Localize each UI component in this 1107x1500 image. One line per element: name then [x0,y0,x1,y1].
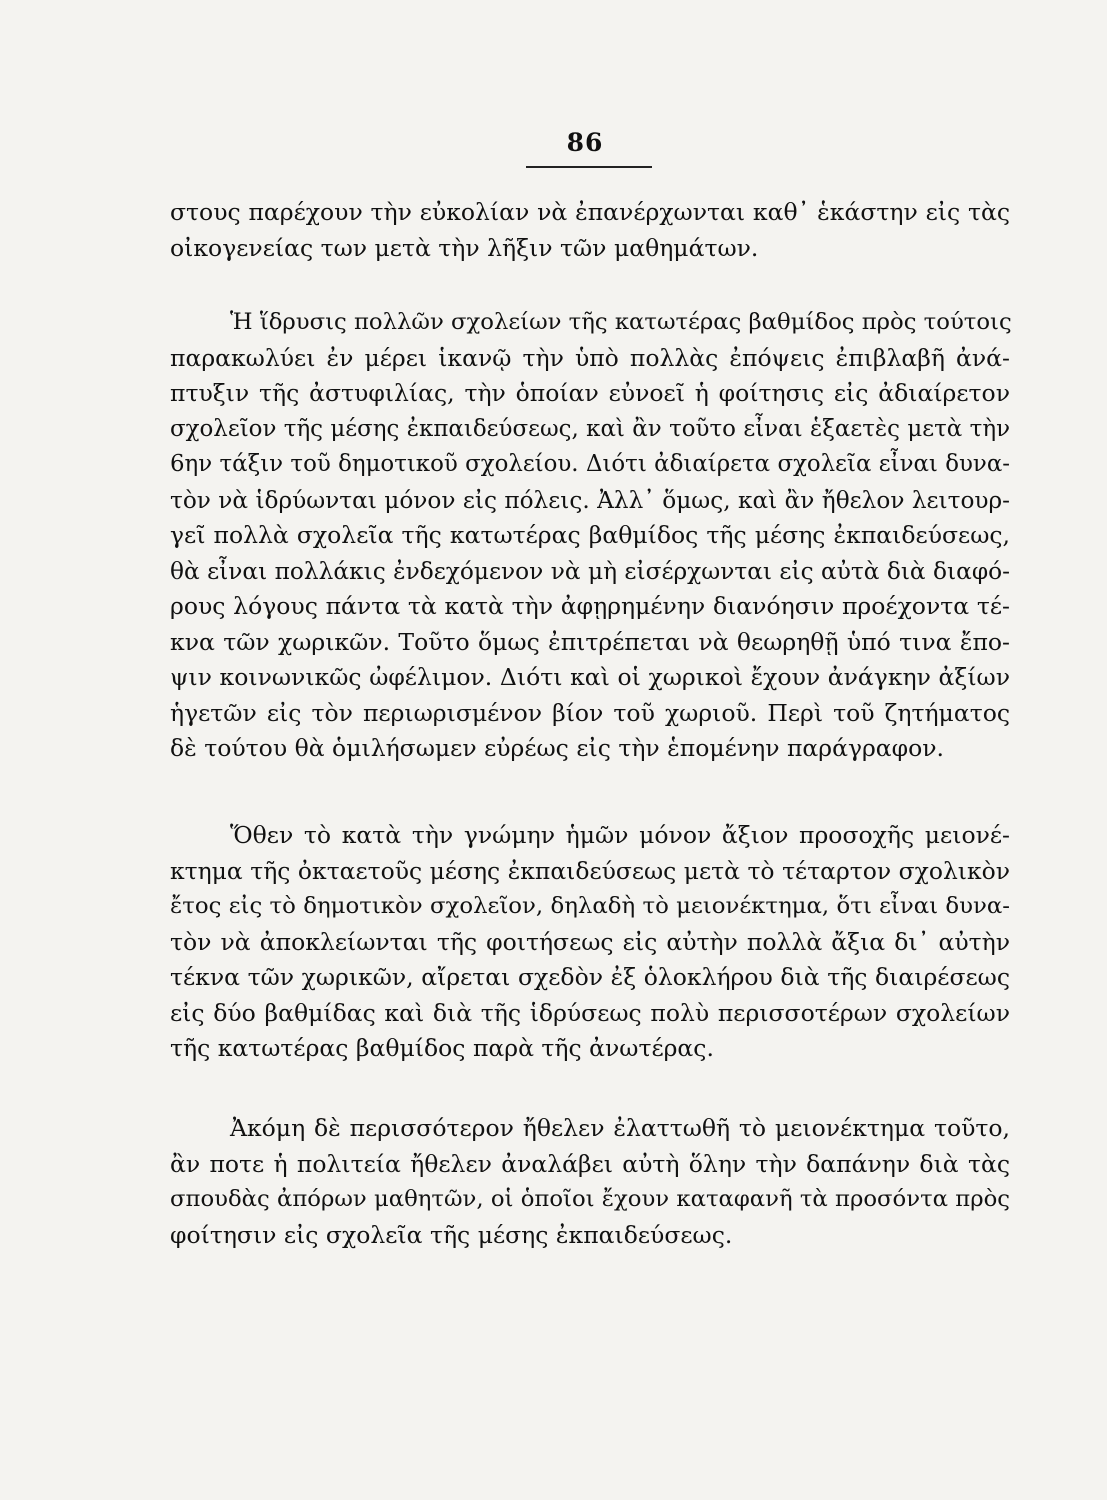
text-line: γεῖ πολλὰ σχολεῖα τῆς κατωτέρας βαθμίδος τῆς μέσης ἐκπαιδεύσεως, [170,521,1010,549]
text-line: κνα τῶν χωρικῶν. Τοῦτο ὅμως ἐπιτρέπεται νὰ θεωρηθῇ ὑπό τινα ἔπο- [170,627,1010,656]
text-line: ψιν κοινωνικῶς ὠφέλιμον. Διότι καὶ οἱ χωρικοὶ ἔχουν ἀνάγκην ἀξίων [170,663,1010,691]
text-line: παρακωλύει ἐν μέρει ἱκανῷ τὴν ὑπὸ πολλὰς ἐπόψεις ἐπιβλαβῆ ἀνά- [170,343,1010,372]
text-line: ἂν ποτε ἡ πολιτεία ἤθελεν ἀναλάβει αὐτὴ ὅλην τὴν δαπάνην διὰ τὰς [170,1149,1010,1178]
paragraph-3 [170,1111,1010,1253]
text-line: Ἡ ἵδρυσις πολλῶν σχολείων τῆς κατωτέρας βαθμίδος πρὸς τούτοις [230,309,1012,335]
text-line: οἰκογενείας των μετὰ τὴν λῆξιν τῶν μαθημάτων. [170,233,759,262]
text-line: τὸν νὰ ἀποκλείωνται τῆς φοιτήσεως εἰς αὐτὴν πολλὰ ἄξια δι᾽ αὐτὴν [170,927,1010,956]
page-number: 86 [566,128,604,157]
text-line: τὸν νὰ ἱδρύωνται μόνον εἰς πόλεις. Ἀλλ᾽ ὅμως, καὶ ἂν ἤθελον λειτουρ- [170,486,1010,514]
paragraph-continuation [170,195,1010,266]
text-line: Ὅθεν τὸ κατὰ τὴν γνώμην ἡμῶν μόνον ἄξιον προσοχῆς μειονέ- [230,821,1010,849]
text-line: πτυξιν τῆς ἀστυφιλίας, τὴν ὁποίαν εὐνοεῖ ἡ φοίτησις εἰς ἀδιαίρετον [170,379,1010,407]
text-line: θὰ εἶναι πολλάκις ἐνδεχόμενον νὰ μὴ εἰσέρχωνται εἰς αὐτὰ διὰ διαφό- [170,557,1010,585]
text-line: εἰς δύο βαθμίδας καὶ διὰ τῆς ἱδρύσεως πολὺ περισσοτέρων σχολείων [170,998,1010,1027]
text-line: 6ην τάξιν τοῦ δημοτικοῦ σχολείου. Διότι ἀδιαίρετα σχολεῖα εἶναι δυνα- [170,451,1010,477]
text-line: στους παρέχουν τὴν εὐκολίαν νὰ ἐπανέρχωνται καθ᾽ ἑκάστην εἰς τὰς [170,198,1010,226]
text-line: σπουδὰς ἀπόρων μαθητῶν, οἱ ὁποῖοι ἔχουν καταφανῆ τὰ προσόντα πρὸς [170,1186,1010,1212]
text-line: Ἀκόμη δὲ περισσότερον ἤθελεν ἐλαττωθῆ τὸ μειονέκτημα τοῦτο, [230,1114,1010,1142]
text-line: ἔτος εἰς τὸ δημοτικὸν σχολεῖον, δηλαδὴ τὸ μειονέκτημα, ὅτι εἶναι δυνα- [170,893,1010,919]
text-line: φοίτησιν εἰς σχολεῖα τῆς μέσης ἐκπαιδεύσεως. [170,1220,733,1249]
text-line: δὲ τούτου θὰ ὁμιλήσωμεν εὐρέως εἰς τὴν ἑπομένην παράγραφον. [170,734,945,762]
text-line: τέκνα τῶν χωρικῶν, αἴρεται σχεδὸν ἐξ ὁλοκλήρου διὰ τῆς διαιρέσεως [170,963,1010,991]
page-number-rule [526,166,652,168]
text-line: κτημα τῆς ὀκταετοῦς μέσης ἐκπαιδεύσεως μετὰ τὸ τέταρτον σχολικὸν [170,856,1010,885]
text-line: ἡγετῶν εἰς τὸν περιωρισμένον βίον τοῦ χωριοῦ. Περὶ τοῦ ζητήματος [170,698,1010,727]
text-line: ρους λόγους πάντα τὰ κατὰ τὴν ἀφῃρημένην διανόησιν προέχοντα τέ- [170,592,1010,620]
text-line: τῆς κατωτέρας βαθμίδος παρὰ τῆς ἀνωτέρας. [170,1034,714,1062]
text-line: σχολεῖον τῆς μέσης ἐκπαιδεύσεως, καὶ ἂν τοῦτο εἶναι ἑξαετὲς μετὰ τὴν [170,415,1010,442]
paragraph-2 [170,818,1010,1067]
paragraph-1 [170,305,1010,767]
